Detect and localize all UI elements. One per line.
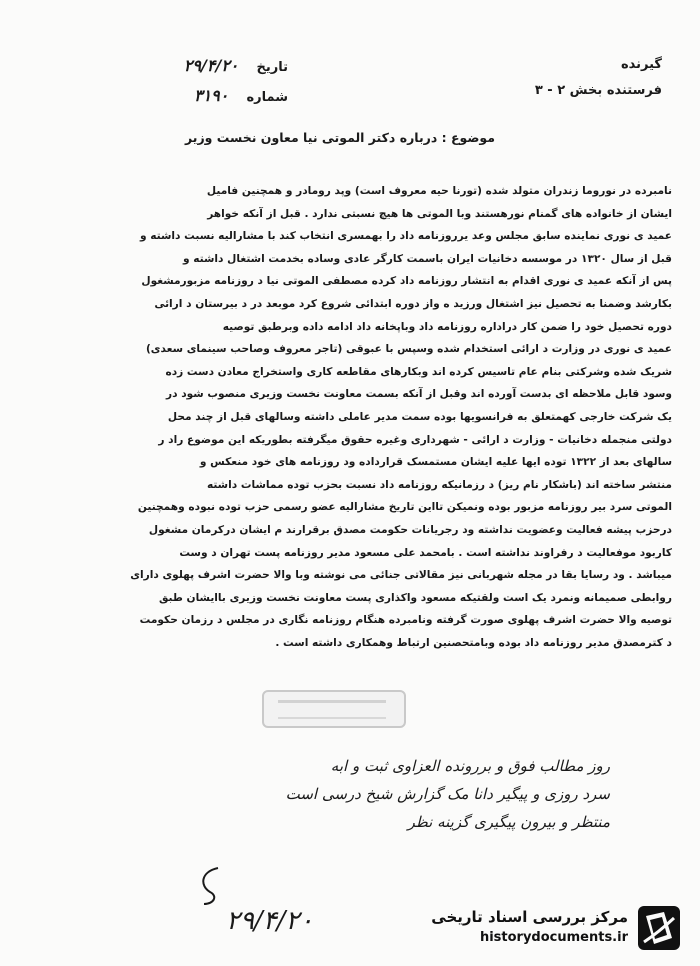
routing-block [432, 52, 662, 104]
body-line: یک شرکت خارجی کهمتعلق به فرانسویها بوده سمت مدیر عاملی داشته وسالهای قبل از چند محل [167, 410, 672, 423]
date-label: تاریخ [256, 60, 288, 75]
body-line: دولتی منجمله دخانیات - وزارت د ارائی - شهرداری وغیره حقوق میگرفته بطوریکه این موضوع راد ر [158, 433, 672, 446]
subject-line: موضوع : درباره دکتر الموتی نیا معاون نخست وزیر [184, 130, 496, 145]
watermark-logo [431, 900, 688, 956]
number-row [88, 82, 288, 112]
date-value: ۲۹/۴/۲۰ [183, 56, 239, 75]
body-line: نامبرده در نوروما زندران متولد شده (تورنا حیه معروف است) وپد رومادر و همچنین فامیل [206, 185, 672, 197]
body-line: پس از آنکه عمید ی نوری اقدام به انتشار روزنامه داد کرده مصطفی الموتی نیا د روزنامه مزبورمشغول [141, 275, 672, 288]
body-line: توصیه والا حضرت اشرف پهلوی صورت گرفته ونامبرده هنگام روزنامه نگاری در مجلس د رزمان حکومت [139, 614, 672, 627]
body-line: منتشر ساخته اند (باشکار نام ریز) د رزمانیکه روزنامه داد نسبت بحزب توده مماشات داشته [206, 478, 672, 491]
body-line: عمید ی نوری در وزارت د ارائی استخدام شده وسپس با عبوقی (تاجر معروف وصاحب سینمای سعدی) [145, 343, 672, 356]
number-value: ۳۱۹۰ [193, 86, 229, 105]
body-line: عمید ی نوری نماینده سابق مجلس وعد یرروزنامه داد را بهمسری انتخاب کند با مشارالیه نسبت داشته و [139, 230, 672, 243]
handwritten-note-line: منتظر و بیرون پیگیری گزینه نظر [407, 813, 610, 831]
body-line: وسود قابل ملاحظه ای بدست آورده اند وقبل از آنکه بسمت معاونت نخست وزیری منصوب شود در [165, 388, 672, 401]
body-line: میباشد . ود رسایا بقا در مجله شهربانی نیز مقالاتی جنائی می نوشته وبا والا حضرت اشرف پهلوی دارای [130, 569, 672, 582]
recipient-label: گیرنده [620, 57, 662, 72]
body-line: کاربود موفعالیت د رفراوند نداشته است . بامحمد علی مسعود مدیر روزنامه پست تهران د وست [179, 546, 672, 559]
body-line: سالهای بعد از ۱۳۲۲ توده ایها علیه ایشان مستمسک قرارداده ود روزنامه های خود منعکس و [199, 456, 672, 469]
date-number-block [88, 52, 288, 112]
handwritten-note-line: روز مطالب فوق و بررونده العزاوی ثبت و ابه [330, 757, 610, 775]
body-line: دوره تحصیل خود را ضمن کار دراداره روزنامه داد وباپخانه داد ادامه داده وبرطبق توصیه [222, 320, 672, 333]
handwritten-date: ۲۹/۴/۲۰ [226, 906, 314, 936]
faded-stamp [262, 690, 406, 728]
handwritten-flourish [196, 866, 226, 906]
body-line: الموتی سرد بیر روزنامه مزبور بوده ونمیکن تااین تاریخ مشارالیه عضو رسمی حزب توده نبوده وهمچنین [137, 501, 672, 514]
number-label: شماره [246, 90, 288, 105]
body-line: د کترمصدق مدیر روزنامه داد بوده وبامتحصنین ارتباط وهمکاری داشته است . [275, 636, 672, 649]
date-row [88, 52, 288, 82]
watermark-title: مرکز بررسی اسناد تاریخی [431, 908, 628, 926]
body-line: شریک شده وشرکتی بنام عام تاسیس کرده اند وبکارهای مقاطعه کاری واستخراج معادن دست زده [165, 365, 672, 378]
sender-label: فرستنده بخش ۲ - ۳ [534, 83, 662, 98]
body-line: درحزب پیشه فعالیت وعضویت نداشته ود رجریانات حکومت مصدق برقرارند م ایشان درکرمان مشغول [148, 523, 672, 536]
watermark-url: historydocuments.ir [479, 930, 628, 945]
body-line: ایشان از خانواده های گمنام نورهستند وبا الموتی ها هیچ نسبتی ندارد . قبل از آنکه خواهر [207, 207, 672, 220]
handwritten-note-line: سرد روزی و پیگیر دانا مک گزارش شیخ درسی است [285, 785, 610, 803]
body-line: بکارشد وضمنا به تحصیل نیز اشتغال ورزید ه واز دوره ابتدائی شروع کرد موبعد در د بیرستان د ارائی [154, 297, 672, 310]
archive-emblem-icon [634, 902, 684, 954]
body-line: قبل از سال ۱۳۲۰ در موسسه دخانیات ایران باسمت کارگر عادی وساده بخدمت اشتغال داشته و [182, 252, 672, 265]
handwritten-note [150, 752, 610, 836]
letter-body [60, 180, 672, 654]
stamp-inner-mark [278, 700, 386, 719]
body-line: روابطی صمیمانه ونمرد یک است ولقتیکه مسعود واکذاری پست معاونت نخست وزیری باایشان طبق [158, 591, 672, 604]
